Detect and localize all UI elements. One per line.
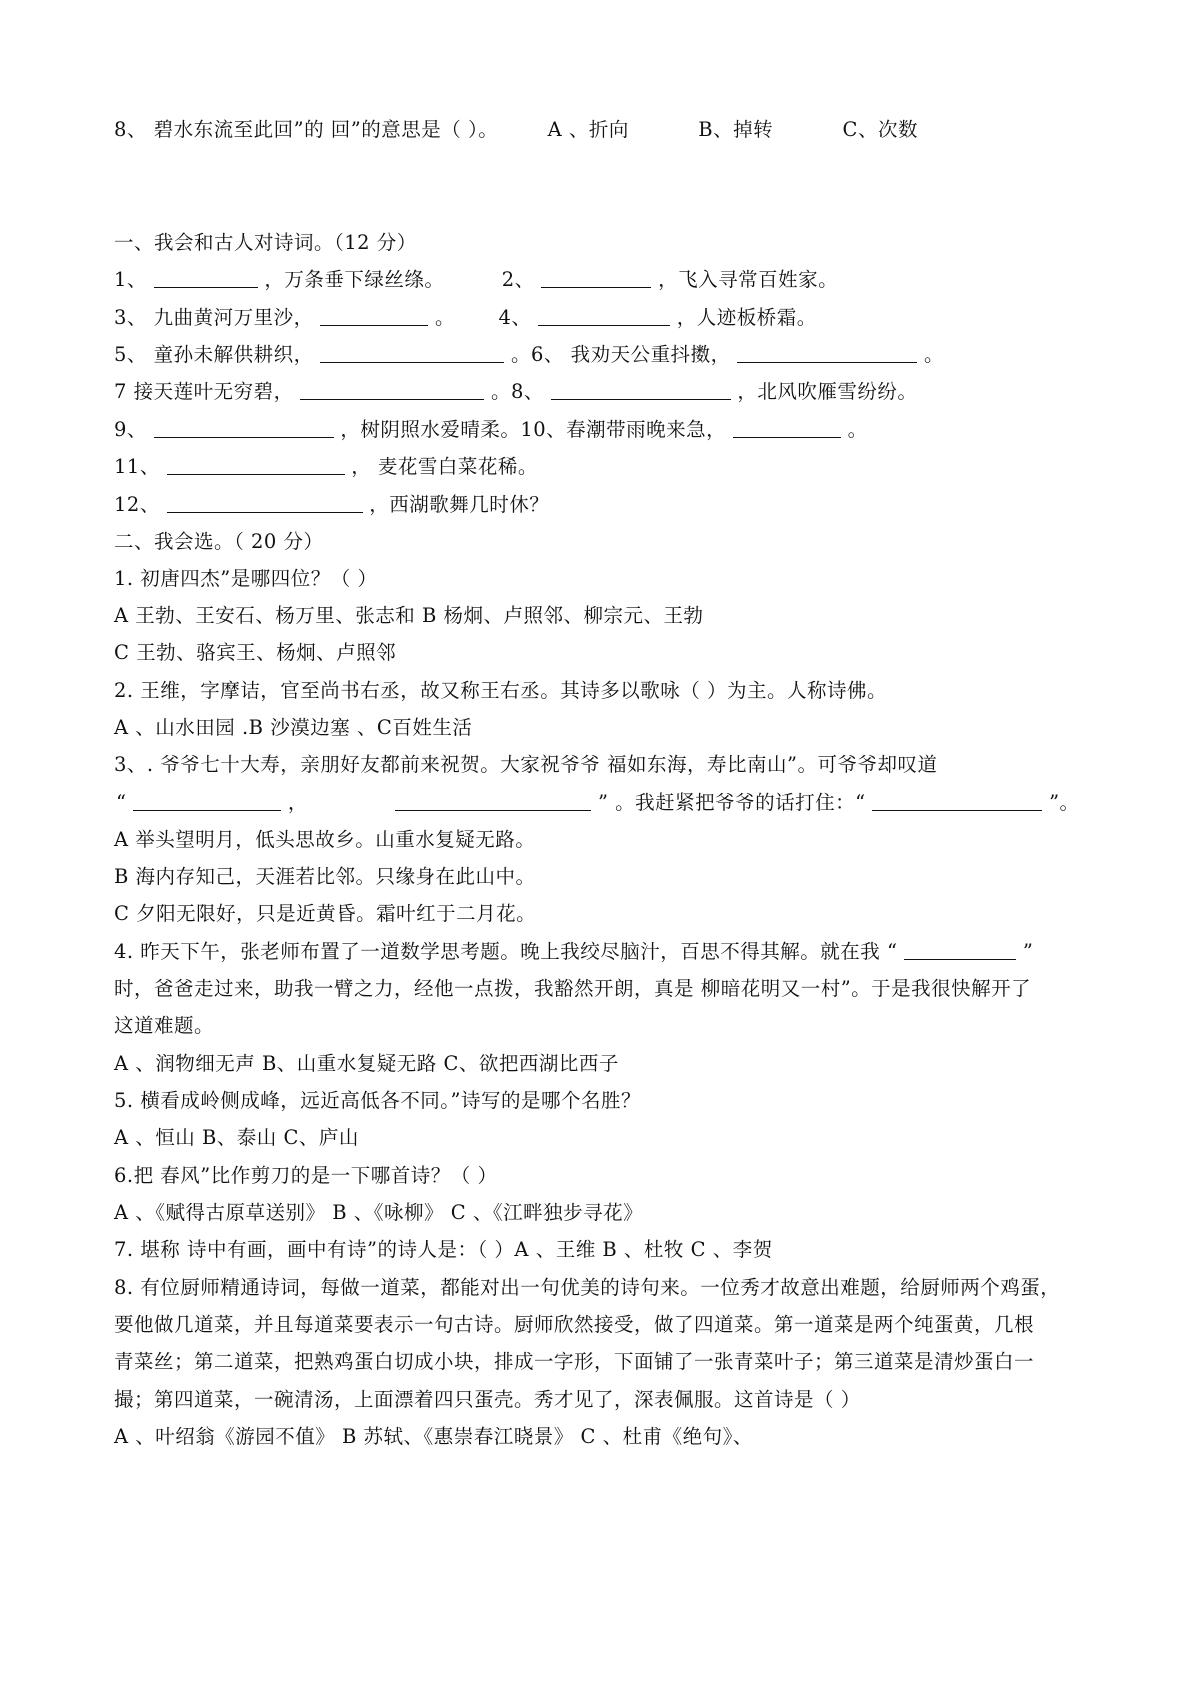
answer-blank[interactable] bbox=[541, 267, 651, 288]
answer-blank[interactable] bbox=[538, 305, 670, 326]
answer-blank[interactable] bbox=[551, 379, 731, 400]
poem-line-5-6 bbox=[114, 342, 944, 368]
choice-1-options-ab: A 王勃、王安石、杨万里、张志和 B 杨炯、卢照邻、柳宗元、王勃 bbox=[114, 604, 704, 627]
choice-question-8-line-2: 要他做几道菜，并且每道菜要表示一句古诗。厨师欣然接受，做了四道菜。第一道菜是两个纯蛋黄，几根 bbox=[114, 1313, 1035, 1336]
quote-mark: ”。 bbox=[1049, 791, 1080, 814]
poem-line-12 bbox=[114, 492, 549, 518]
choice-8-options: A 、叶绍翁《游园不值》 B 苏轼、《惠崇春江晓景》 C 、杜甫《绝句》、 bbox=[114, 1425, 753, 1448]
answer-blank[interactable] bbox=[167, 492, 363, 513]
choice-question-5: 5. 横看成岭侧成峰，远近高低各不同。”诗写的是哪个名胜？ bbox=[114, 1089, 642, 1112]
choice-question-1: 1. 初唐四杰”是哪四位？（ ） bbox=[114, 567, 378, 590]
choice-question-4-line-3: 这道难题。 bbox=[114, 1014, 215, 1037]
item-number: 9、 bbox=[114, 418, 147, 441]
poem-text: ，树阴照水爱晴柔。10、春潮带雨晚来急， bbox=[340, 418, 727, 441]
choice-6-options: A 、《赋得古原草送别》 B 、《咏柳》 C 、《江畔独步寻花》 bbox=[114, 1201, 644, 1224]
poem-line-1-2 bbox=[114, 267, 838, 293]
quote-mark: ” bbox=[1022, 940, 1034, 963]
question-text: ” 。我赶紧把爷爷的话打住：“ bbox=[598, 791, 866, 814]
poem-line-7-8 bbox=[114, 379, 917, 405]
answer-blank[interactable] bbox=[167, 454, 345, 475]
poem-line-11 bbox=[114, 454, 538, 480]
choice-3-option-a: A 举头望明月，低头思故乡。山重水复疑无路。 bbox=[114, 828, 536, 851]
choice-question-8-line-3: 青菜丝；第二道菜，把熟鸡蛋白切成小块，排成一字形，下面铺了一张青菜叶子；第三道菜是清炒蛋白一 bbox=[114, 1350, 1035, 1373]
choice-4-options: A 、润物细无声 B、山重水复疑无路 C、欲把西湖比西子 bbox=[114, 1052, 619, 1075]
poem-text: 。 bbox=[847, 418, 868, 441]
item-number: 12、 bbox=[114, 493, 160, 516]
choice-question-8-line-4: 撮；第四道菜，一碗清汤，上面漂着四只蛋壳。秀才见了，深表佩服。这首诗是（ ） bbox=[114, 1388, 861, 1411]
poem-text: ，万条垂下绿丝绦。 bbox=[264, 268, 445, 291]
choice-question-7: 7. 堪称 诗中有画，画中有诗”的诗人是：（ ）A 、王维 B 、杜牧 C 、李贺 bbox=[114, 1238, 773, 1261]
choice-3-option-b: B 海内存知己，天涯若比邻。只缘身在此山中。 bbox=[114, 865, 536, 888]
poem-text: 。 bbox=[435, 306, 456, 329]
option-a: A 、折向 bbox=[547, 118, 629, 141]
answer-blank[interactable] bbox=[300, 379, 484, 400]
answer-blank[interactable] bbox=[872, 790, 1042, 811]
answer-blank[interactable] bbox=[154, 417, 334, 438]
poem-text: ，人迹板桥霜。 bbox=[676, 306, 817, 329]
poem-text: 7 接天莲叶无穷碧， bbox=[114, 380, 294, 403]
poem-line-9-10 bbox=[114, 417, 868, 443]
choice-question-4-line-2: 时，爸爸走过来，助我一臂之力，经他一点拨，我豁然开朗，真是 柳暗花明又一村”。于是我很快解开了 bbox=[114, 977, 1032, 1000]
section-1-title: 一、我会和古人对诗词。（12 分） bbox=[114, 231, 417, 254]
answer-blank[interactable] bbox=[904, 939, 1016, 960]
poem-text: ， 麦花雪白菜花稀。 bbox=[351, 455, 538, 478]
poem-text: ，西湖歌舞几时休？ bbox=[369, 493, 550, 516]
choice-question-8-line-1: 8. 有位厨师精通诗词，每做一道菜，都能对出一句优美的诗句来。一位秀才故意出难题，给厨师两个鸡蛋， bbox=[114, 1276, 1061, 1299]
choice-question-3: 3、. 爷爷七十大寿，亲朋好友都前来祝贺。大家祝爷爷 福如东海，寿比南山”。可爷爷却叹道 bbox=[114, 753, 938, 776]
item-number: 2、 bbox=[501, 268, 535, 291]
choice-3-option-c: C 夕阳无限好，只是近黄昏。霜叶红于二月花。 bbox=[114, 902, 537, 925]
quote-mark: “ bbox=[116, 791, 127, 814]
option-b: B、掉转 bbox=[698, 118, 774, 141]
item-number: 11、 bbox=[114, 455, 160, 478]
section-2-title: 二、我会选。（ 20 分） bbox=[114, 530, 324, 553]
answer-blank[interactable] bbox=[133, 790, 281, 811]
answer-blank[interactable] bbox=[320, 342, 504, 363]
choice-3-blanks bbox=[116, 790, 1080, 816]
answer-blank[interactable] bbox=[320, 305, 428, 326]
poem-text: 3、 九曲黄河万里沙， bbox=[114, 306, 314, 329]
poem-text: 。8、 bbox=[491, 380, 544, 403]
item-number: 1、 bbox=[114, 268, 147, 291]
item-number: 4、 bbox=[498, 306, 532, 329]
poem-text: 。6、 我劝天公重抖擞， bbox=[511, 343, 731, 366]
question-8-top bbox=[114, 117, 918, 143]
answer-blank[interactable] bbox=[733, 417, 841, 438]
answer-blank[interactable] bbox=[154, 267, 258, 288]
choice-5-options: A 、恒山 B、泰山 C、庐山 bbox=[114, 1126, 359, 1149]
choice-1-option-c: C 王勃、骆宾王、杨炯、卢照邻 bbox=[114, 641, 397, 664]
choice-2-options: A 、山水田园 .B 沙漠边塞 、C百姓生活 bbox=[114, 716, 473, 739]
choice-question-6: 6.把 春风”比作剪刀的是一下哪首诗？（ ） bbox=[114, 1164, 498, 1187]
poem-line-3-4 bbox=[114, 305, 817, 331]
option-c: C、次数 bbox=[842, 118, 918, 141]
choice-question-2: 2. 王维，字摩诘，官至尚书右丞，故又称王右丞。其诗多以歌咏（ ）为主。人称诗佛。 bbox=[114, 679, 888, 702]
punctuation: ， bbox=[287, 791, 308, 814]
poem-text: 5、 童孙未解供耕织， bbox=[114, 343, 314, 366]
question-text: 8、 碧水东流至此回”的 回”的意思是（ ）。 bbox=[114, 118, 499, 141]
poem-text: 。 bbox=[924, 343, 945, 366]
answer-blank[interactable] bbox=[395, 790, 591, 811]
poem-text: ，北风吹雁雪纷纷。 bbox=[737, 380, 918, 403]
answer-blank[interactable] bbox=[737, 342, 917, 363]
choice-question-4-line-1 bbox=[114, 939, 1033, 965]
question-text: 4. 昨天下午，张老师布置了一道数学思考题。晚上我绞尽脑汁，百思不得其解。就在我 “ bbox=[114, 940, 898, 963]
poem-text: ，飞入寻常百姓家。 bbox=[658, 268, 839, 291]
